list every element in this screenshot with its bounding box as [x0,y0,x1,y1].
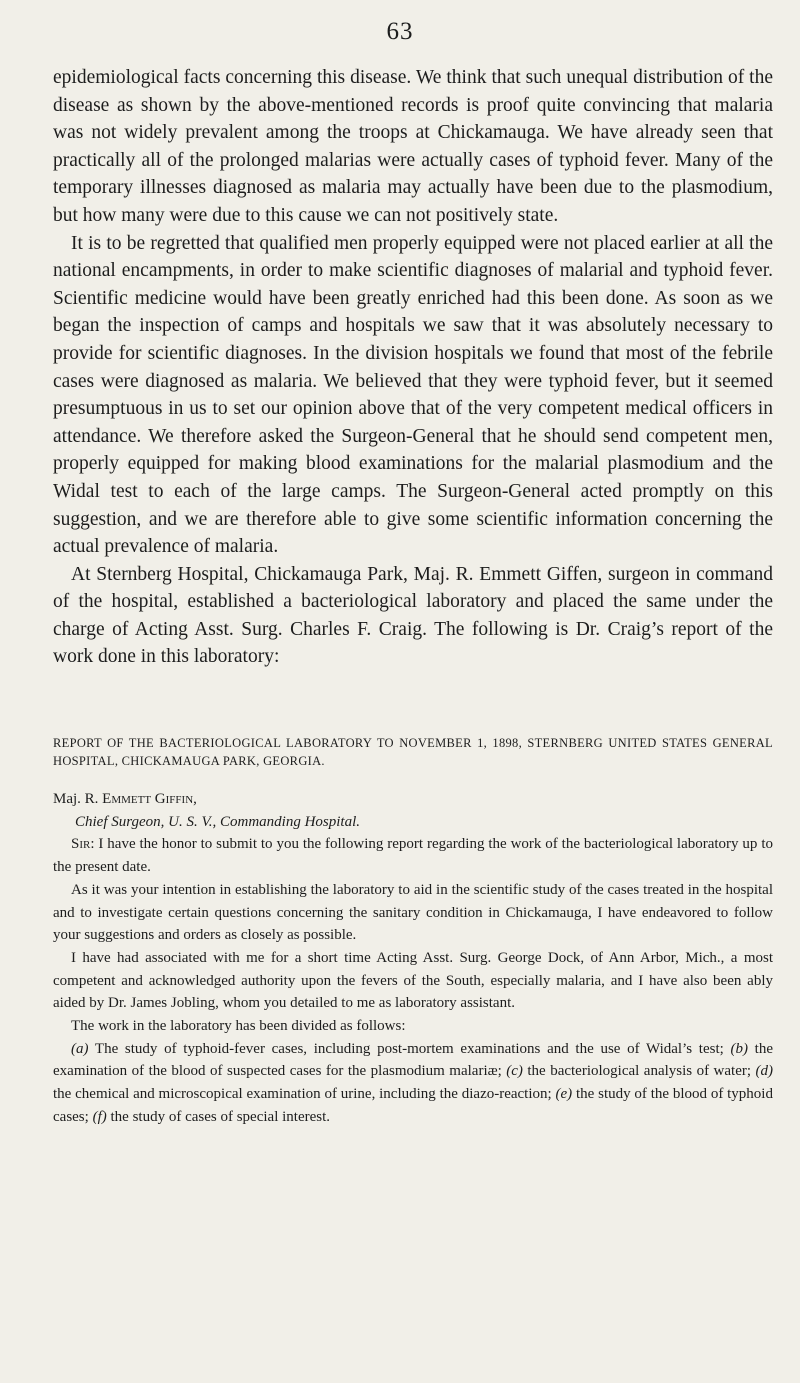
list-item-label: (d) [755,1063,774,1080]
list-item-label: (a) [71,1040,89,1057]
list-item-label: (b) [730,1040,748,1057]
report-paragraph-4: The work in the laboratory has been divided as follows: [71,1018,406,1035]
paragraph-3: At Sternberg Hospital, Chickamauga Park, Maj. R. Emmett Giffen, surgeon in command of the hospital, established a bacteriological laboratory and placed the same under the charge of Acting Asst. Surg. Charles F. Craig. The following is Dr. Craig’s report of the work done in this laboratory: [53,563,773,668]
body-text [53,64,773,671]
report-heading: REPORT OF THE BACTERIOLOGICAL LABORATORY TO NOVEMBER 1, 1898, STERNBERG UNITED STATES GENERAL HOSPITAL, CHICKAMAUGA PARK, GEORGIA. [53,736,773,768]
report-paragraph-1 [53,833,773,878]
addressee-prefix: Maj. R. [53,791,103,807]
list-item-text: the examination of the blood of suspected cases for the plasmodium malariæ; [53,1040,773,1080]
addressee-surname: Emmett Giffin, [102,791,197,807]
list-item-label: (e) [555,1086,573,1103]
list-item-text: the chemical and microscopical examination of urine, including the diazo-reaction; [53,1086,556,1103]
report-work-list [53,1038,773,1129]
report-paragraph-3: I have had associated with me for a short time Acting Asst. Surg. George Dock, of Ann Arbor, Mich., a most competent and acknowledged authority upon the fevers of the South, especially malaria, and I have also been ably aided by Dr. James Jobling, whom you detailed to me as laboratory assistant. [53,949,773,1012]
report-paragraph-2: As it was your intention in establishing the laboratory to aid in the scientific study of the cases treated in the hospital and to investigate certain questions concerning the sanitary condition in Chickamauga, I have endeavored to follow your suggestions and orders as closely as possible. [53,881,773,944]
report-paragraph-1-text: : I have the honor to submit to you the following report regarding the work of the bacteriological laboratory up to the present date. [53,836,773,876]
list-item-text: the study of cases of special interest. [106,1108,331,1125]
page-number: 63 [386,18,414,45]
addressee-name [53,788,773,811]
addressee-title: Chief Surgeon, U. S. V., Commanding Hospital. [75,813,361,830]
paragraph-2: It is to be regretted that qualified men properly equipped were not placed earlier at all the national encampments, in order to make scientific diagnoses of malarial and typhoid fever. Scientific medicine would have been greatly enriched had this been done. As soon as we began the inspection of camps and hospitals we saw that it was absolutely necessary to provide for scientific diagnoses. In the division hospitals we found that most of the febrile cases were diagnosed as malaria. We believed that they were typhoid fever, but it seemed presumptuous in us to set our opinion above that of the very competent medical officers in attendance. We therefore asked the Surgeon-General that he should send competent men, properly equipped for making blood examinations for the malarial plasmodium and the Widal test to each of the large camps. The Surgeon-General acted promptly on this suggestion, and we are therefore able to give some scientific information concerning the actual prevalence of malaria. [53,232,773,558]
list-item-text: the bacteriological analysis of water; [522,1063,756,1080]
list-item-text: the study of the blood of typhoid cases; [53,1086,773,1125]
list-item-text: The study of typhoid-fever cases, including post-mortem examinations and the use of Widal’s test; [88,1040,731,1057]
list-item-label: (c) [506,1063,523,1080]
report-section [53,734,773,1129]
paragraph-1: epidemiological facts concerning this disease. We think that such unequal distribution of the disease as shown by the above-mentioned records is proof quite convincing that malaria was not widely prevalent among the troops at Chickamauga. We have already seen that practically all of the prolonged malarias were actually cases of typhoid fever. Many of the temporary illnesses diagnosed as malaria may actually have been due to the plasmodium, but how many were due to this cause we can not positively state. [53,67,773,226]
salutation: Sir [71,836,91,853]
list-item-label: (f) [92,1108,107,1125]
